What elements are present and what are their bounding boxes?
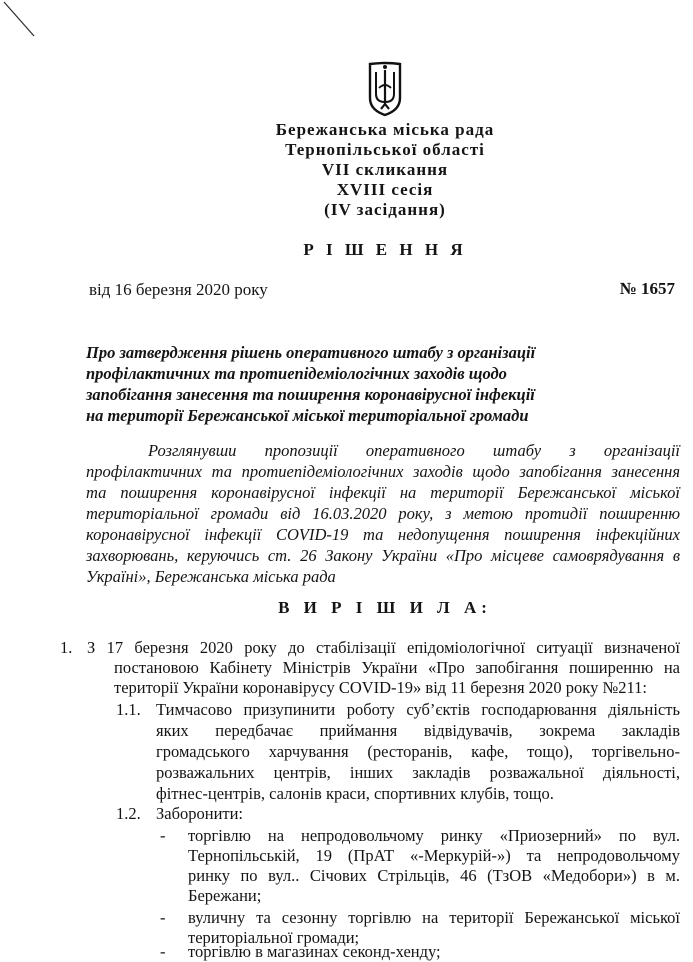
bullet-line: Бережани; [188,886,262,905]
preamble-line: захворювань, керуючись ст. 26 Закону України «Про місцеве самоврядування в [86,546,680,565]
bullet-dash: - [160,942,166,961]
item-1-1-number: 1.1. [116,700,141,719]
item-1-1-line: громадського харчування (ресторанів, кафе, тощо), торгівельно- [156,742,680,761]
subject-line: на території Бережанської міської територіальної громади [86,406,529,425]
bullet-line: торгівлю в магазинах секонд-хенду; [188,942,441,961]
bullet-dash: - [160,826,166,845]
subject-line: Про затвердження рішень оперативного штабу з організації [86,343,536,362]
corner-pen-mark [0,0,40,40]
council-region: Тернопільської області [285,140,485,159]
item-1-number: 1. [60,638,73,657]
item-1-2-number: 1.2. [116,804,141,823]
bullet-dash: - [160,908,166,927]
item-1-1-line: розважальних центрів, інших закладів розважальної діяльності, [156,763,680,782]
preamble-line: коронавірусної інфекції COVID-19 та недопущення поширення інфекційних [86,525,680,544]
item-1-1-line: фітнес-центрів, салонів краси, спортивних клубів, тощо. [156,784,554,803]
decision-date: від 16 березня 2020 року [89,280,268,299]
preamble-line: територіальної громади від 16.03.2020 року, з метою протидії поширенню [86,504,680,523]
document-title: Р І Ш Е Н Н Я [303,240,467,259]
council-convocation: VII скликання [321,160,449,179]
bullet-line: територіальної громади; [188,928,360,947]
council-name: Бережанська міська рада [275,120,495,139]
bullet-line: ринку по вул.. Січових Стрільців, 46 (ТзОВ «Медобори») в м. [188,866,680,885]
bullet-line: торгівлю на непродовольчому ринку «Приозерний» по вул. [188,826,680,845]
trident-emblem-icon [366,58,404,118]
item-1-2-label: Заборонити: [156,804,244,823]
preamble-line: профілактичних та протиепідеміологічних заходів щодо запобігання занесення [86,462,680,481]
resolved-heading: В И Р І Ш И Л А: [278,598,492,617]
bullet-line: Тернопільській, 19 (ПрАТ «-Меркурій-») та непродовольчому [188,846,680,865]
subject-line: профілактичних та протиепідеміологічних заходів щодо [86,364,507,383]
subject-line: запобігання занесення та поширення коронавірусної інфекції [86,385,535,404]
item-1-line: постановою Кабінету Міністрів України «Про запобігання поширенню на [114,658,680,677]
item-1-1-line: Тимчасово призупинити роботу суб’єктів господарювання діяльність [156,700,680,719]
item-1-1-line: яких передбачає приймання відвідувачів, зокрема закладів [156,721,680,740]
council-session: XVIII сесія [336,180,434,199]
preamble-line: та поширення коронавірусної інфекції на території Бережанської міської [86,483,680,502]
preamble-line: Україні», Бережанська міська рада [86,567,336,586]
council-meeting: (IV засідання) [324,200,446,219]
bullet-line: вуличну та сезонну торгівлю на території Бережанської міської [188,908,680,927]
preamble-line: Розглянувши пропозиції оперативного штабу з організації [148,441,680,460]
item-1-line: території України коронавірусу COVID-19» від 11 березня 2020 року №211: [114,678,647,697]
decision-number: № 1657 [619,279,675,298]
item-1-line: З 17 березня 2020 року до стабілізації епідоміологічної ситуації визначеної [87,638,680,657]
